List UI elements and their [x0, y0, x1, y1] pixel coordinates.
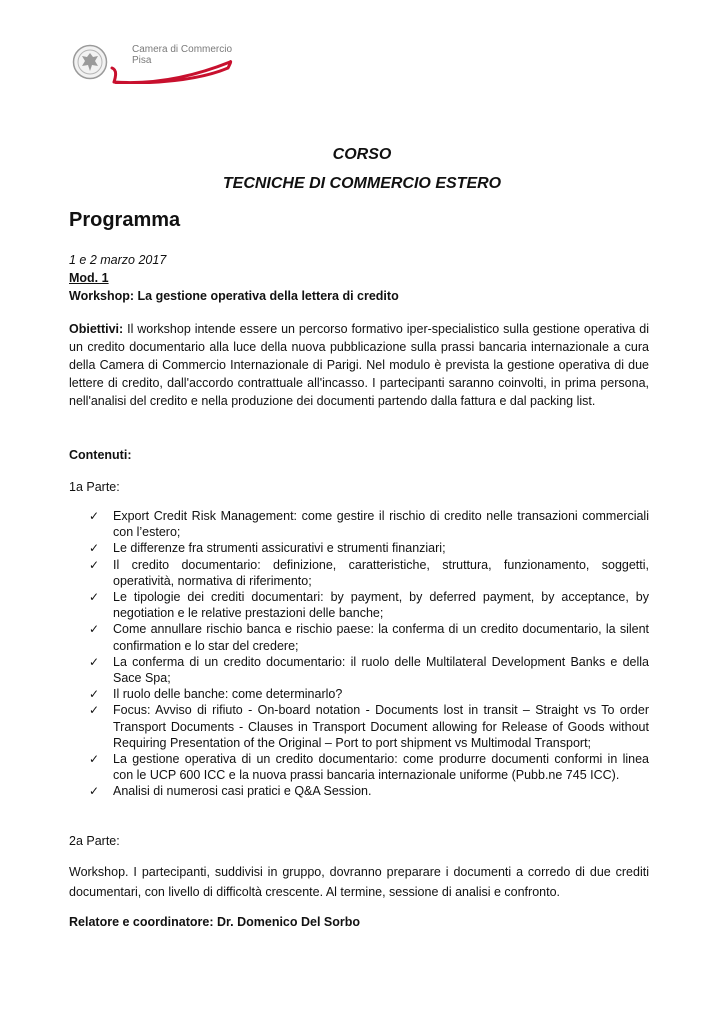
list-item: ✓ La conferma di un credito documentario: il ruolo delle Multilateral Development Banks e della Sace Spa;	[89, 654, 649, 686]
checkmark-icon: ✓	[89, 703, 100, 718]
seal-emblem-icon	[72, 44, 108, 80]
checkmark-icon: ✓	[89, 784, 100, 799]
part2-label: 2a Parte:	[69, 834, 120, 848]
course-date: 1 e 2 marzo 2017	[69, 253, 167, 267]
logo-line1: Camera di Commercio	[132, 44, 233, 55]
course-title: TECNICHE DI COMMERCIO ESTERO	[222, 175, 502, 192]
objectives-paragraph	[69, 320, 649, 410]
course-label: CORSO	[332, 146, 392, 163]
logo-swoosh-icon	[110, 56, 235, 84]
objectives-text: Il workshop intende essere un percorso formativo iper-specialistico sulla gestione operativa di un credito documentario alla luce della nuova pubblicazione sulla prassi bancaria internazionale a cura della Camera di Commercio Internazionale di Parigi. Nel modulo è prevista la gestione operativa di due lettere di credito, dall'accordo contrattuale all'incasso. I partecipanti saranno coinvolti, in prima persona, nell'analisi del credito e nella produzione dei documenti partendo dalla fattura e dal packing list.	[69, 322, 649, 408]
logo-line2: Pisa	[132, 55, 152, 66]
list-item: ✓ Export Credit Risk Management: come gestire il rischio di credito nelle transazioni commerciali con l’estero;	[89, 509, 649, 540]
objectives-label: Obiettivi:	[69, 322, 124, 336]
list-item: ✓ Il credito documentario: definizione, caratteristiche, struttura, funzionamento, soggetti, operatività, normativa di riferimento;	[89, 557, 649, 588]
checkmark-icon: ✓	[89, 557, 100, 572]
checkmark-icon: ✓	[89, 509, 100, 523]
checkmark-icon: ✓	[89, 752, 100, 767]
checkmark-icon: ✓	[89, 654, 100, 669]
module-label: Mod. 1	[69, 271, 109, 285]
list-item: ✓ Analisi di numerosi casi pratici e Q&A Session.	[89, 784, 372, 799]
list-item: ✓ Come annullare rischio banca e rischio paese: la conferma di un credito documentario, la silent confirmation e lo star del credere;	[89, 622, 649, 653]
checkmark-icon: ✓	[89, 541, 100, 556]
checkmark-icon: ✓	[89, 622, 100, 637]
checkmark-icon: ✓	[89, 687, 100, 702]
part1-list	[69, 508, 649, 800]
list-item: ✓ Le tipologie dei crediti documentari: by payment, by deferred payment, by acceptance, by negotiation e le relative prestazioni delle banche;	[89, 590, 649, 621]
speaker-line: Relatore e coordinatore: Dr. Domenico Del Sorbo	[69, 915, 361, 929]
checkmark-icon: ✓	[89, 590, 100, 605]
list-item: ✓ Le differenze fra strumenti assicurativi e strumenti finanziari;	[89, 541, 446, 556]
list-item: ✓ La gestione operativa di un credito documentario: come produrre documenti conformi in linea con le UCP 600 ICC e la nuova prassi bancaria internazionale uniforme (Pubb.ne 745 ICC).	[89, 752, 649, 783]
page-heading: Programma	[69, 209, 181, 231]
part1-label: 1a Parte:	[69, 480, 120, 494]
list-item: ✓ Il ruolo delle banche: come determinarlo?	[89, 687, 343, 702]
contents-label: Contenuti:	[69, 448, 132, 462]
chamber-logo	[72, 44, 242, 90]
workshop-title: Workshop: La gestione operativa della lettera di credito	[69, 289, 399, 303]
part2-text: Workshop. I partecipanti, suddivisi in gruppo, dovranno preparare i documenti a corredo di due crediti documentari, con livello di difficoltà crescente. Al termine, sessione di analisi e confronto.	[69, 865, 649, 899]
list-item: ✓ Focus: Avviso di rifiuto - On-board notation - Documents lost in transit – Straight vs To order Transport Documents - Clauses in Transport Document allowing for Release of Goods without Requiring Presentation of the Original – Port to port shipment vs Multimodal Transport;	[89, 703, 649, 750]
